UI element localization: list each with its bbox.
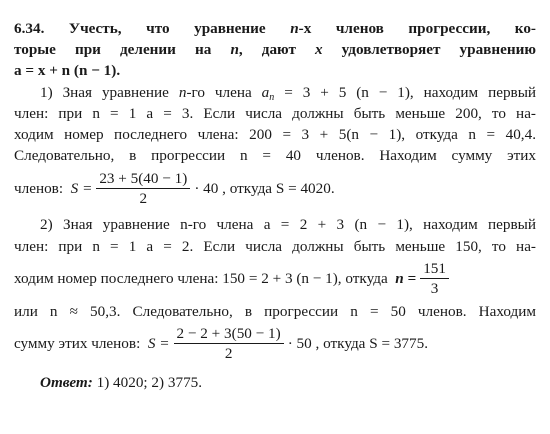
part2-frac-den: 3 (430, 280, 439, 298)
problem-equation: a = x + n (n − 1). (14, 62, 121, 80)
part1-fraction (96, 169, 190, 208)
part2-line-5 (14, 322, 536, 366)
part1-sum-label: членов: (14, 179, 64, 197)
part2-line-1: 2) Зная уравнение n-го члена a = 2 + 3 (n − 1), находим первый (40, 216, 536, 234)
part2-S: S = (147, 335, 170, 353)
part1-frac-num: 23 + 5(40 − 1) (96, 169, 190, 189)
part1-line-4: Следовательно, в прогрессии n = 40 членов. Находим сумму этих (14, 147, 536, 165)
problem-line-2 (14, 39, 536, 60)
part2-line-4: или n ≈ 50,3. Следовательно, в прогрессии n = 50 членов. Находим (14, 302, 536, 320)
problem-line-3 (14, 60, 536, 81)
problem-number: 6.34. (14, 20, 45, 37)
part1-equation: = 3 + 5 (n − 1), находим первый (284, 83, 536, 101)
part1-S: S = (70, 179, 93, 197)
problem-text-c: торые при делении на (14, 41, 212, 59)
problem-text-b: -х членов прогрессии, ко- (298, 20, 536, 37)
part1-line-5 (14, 166, 536, 210)
answer-text: 1) 4020; 2) 3775. (96, 373, 203, 391)
problem-line-1 (14, 18, 536, 39)
part1-result: · 40 , откуда S = 4020. (194, 179, 335, 197)
part2-frac2-num: 2 − 2 + 3(50 − 1) (174, 324, 284, 344)
var-x: x (314, 41, 323, 59)
part2-frac2-den: 2 (224, 345, 233, 363)
problem-text-e: удовлетворяет уравнению (341, 41, 536, 59)
problem-text-a: Учесть, что уравнение (68, 20, 266, 37)
part1-text-a: 1) Зная уравнение (40, 83, 169, 101)
part2-line-2: член: при n = 1 a = 2. Если числа должны быть меньше 150, то на- (14, 237, 536, 255)
part2-fraction-2 (174, 324, 284, 363)
answer-line (14, 372, 536, 393)
answer-label: Ответ: (40, 373, 93, 391)
part2-frac-num: 151 (420, 259, 449, 279)
part1-frac-den: 2 (139, 189, 148, 207)
part1-line-1: 1) Зная уравнение n-го члена $a_n = 3 + 5$ (n − 1), находим первый (40, 83, 536, 103)
part1-line-2: член: при n = 1 a = 3. Если числа должны быть меньше 200, то на- (14, 104, 536, 122)
part2-sum-label: сумму этих членов: (14, 335, 141, 353)
part2-line-3 (14, 257, 536, 301)
part2-fraction (420, 259, 449, 298)
problem-text-d: , дают (238, 41, 296, 59)
part2-result: · 50 , откуда S = 3775. (287, 335, 428, 353)
var-n-2: n (230, 41, 239, 59)
part1-text-b: -го члена (186, 83, 252, 101)
part1-line-3: ходим номер последнего члена: 200 = 3 + 5(n − 1), откуда n = 40,4. (14, 125, 536, 143)
part2-text: ходим номер последнего члена: 150 = 2 + 3 (n − 1), откуда (14, 270, 388, 288)
var-n: n (290, 20, 299, 37)
part2-n: n = (395, 270, 417, 288)
